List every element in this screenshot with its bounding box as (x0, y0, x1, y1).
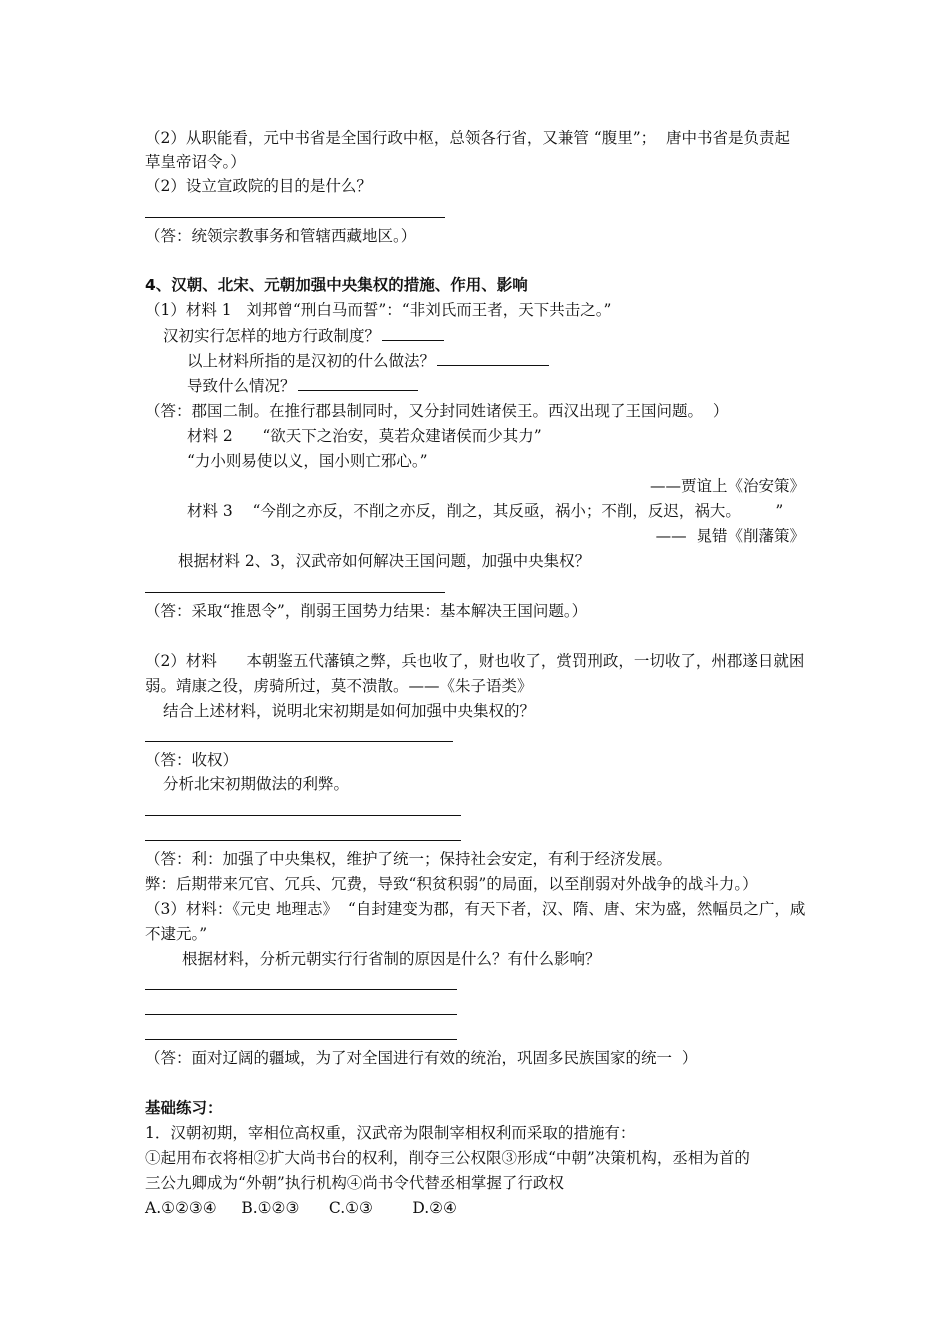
material-text: 材料 2 “欲天下之治安，莫若众建诸侯而少其力” (187, 427, 542, 445)
question-text: 结合上述材料，说明北宋初期是如何加强中央集权的？ (163, 702, 536, 720)
answer-text: （答：利：加强了中央集权，维护了统一；保持社会安定，有利于经济发展。 (145, 850, 673, 868)
source-citation: ——贾谊上《治安策》 (649, 477, 805, 495)
question-text: 导致什么情况？ (187, 377, 296, 395)
question-options: ①起用布衣将相②扩大尚书台的权利，削夺三公权限③形成“中朝”决策机构，丞相为首的 (145, 1149, 750, 1167)
answer-text: 草皇帝诏令。） (145, 153, 246, 171)
material-text: 不逮元。” (145, 925, 208, 943)
answer-line[interactable] (145, 1014, 457, 1015)
material-text: “力小则易使以义，国小则亡邪心。” (187, 452, 428, 470)
material-text: （1）材料 1 刘邦曾“刑白马而誓”：“非刘氏而王者，天下共击之。” (145, 301, 612, 319)
question-text: 根据材料 2、3，汉武帝如何解决王国问题，加强中央集权？ (178, 552, 591, 570)
answer-blank[interactable] (437, 351, 549, 366)
material-text: 材料 3 “今削之亦反，不削之亦反，削之，其反亟，祸小；不削，反迟，祸大。 ” (187, 502, 784, 520)
source-citation: —— 晁错《削藩策》 (655, 527, 805, 545)
answer-text: （答：面对辽阔的疆域，为了对全国进行有效的统治，巩固多民族国家的统一 ） (145, 1049, 698, 1067)
question-text: 汉初实行怎样的地方行政制度？ (163, 327, 381, 345)
answer-line[interactable] (145, 217, 445, 218)
question-options: 三公九卿成为“外朝”执行机构④尚书令代替丞相掌握了行政权 (145, 1174, 564, 1192)
answer-choices: A.①②③④ B.①②③ C.①③ D.②④ (145, 1199, 457, 1217)
answer-line[interactable] (145, 1039, 457, 1040)
question-text: 以上材料所指的是汉初的什么做法？ (187, 352, 436, 370)
question-line (187, 375, 418, 397)
answer-text: （2）从职能看，元中书省是全国行政中枢，总领各行省，又兼管 “腹里”； 唐中书省是负责起 (145, 129, 790, 147)
answer-text: 弊：后期带来冗官、冗兵、冗费，导致“积贫积弱”的局面，以至削弱对外战争的战斗力。） (145, 875, 758, 893)
answer-text: （答：统领宗教事务和管辖西藏地区。） (145, 227, 417, 245)
answer-text: （答：采取“推恩令”，削弱王国势力结果：基本解决王国问题。） (145, 602, 588, 620)
question-text: 根据材料，分析元朝实行行省制的原因是什么？有什么影响？ (182, 950, 601, 968)
material-text: （2）材料 本朝鉴五代藩镇之弊，兵也收了，财也收了，赏罚刑政，一切收了，州郡遂日就困 (145, 652, 805, 670)
material-text: （3）材料：《元史 地理志》 “自封建变为郡，有天下者，汉、隋、唐、宋为盛，然幅员之广，咸 (145, 900, 806, 918)
question-line (187, 350, 549, 372)
answer-line[interactable] (145, 989, 457, 990)
material-text: 弱。靖康之役，虏骑所过，莫不溃散。——《朱子语类》 (145, 677, 533, 695)
question-line (163, 325, 444, 347)
question-text: 分析北宋初期做法的利弊。 (163, 775, 350, 793)
question-text: （2）设立宣政院的目的是什么？ (145, 177, 372, 195)
answer-line[interactable] (145, 592, 445, 593)
question-text: 1．汉朝初期，宰相位高权重，汉武帝为限制宰相权利而采取的措施有： (145, 1124, 636, 1142)
answer-line[interactable] (145, 741, 453, 742)
answer-line[interactable] (145, 815, 461, 816)
section-heading: 基础练习： (145, 1099, 223, 1117)
section-heading: 4、汉朝、北宋、元朝加强中央集权的措施、作用、影响 (145, 276, 528, 294)
answer-line[interactable] (145, 840, 461, 841)
answer-blank[interactable] (298, 376, 418, 391)
answer-blank[interactable] (382, 326, 444, 341)
answer-text: （答：郡国二制。在推行郡县制同时，又分封同姓诸侯王。西汉出现了王国问题。 ） (145, 402, 729, 420)
answer-text: （答：收权） (145, 751, 239, 769)
